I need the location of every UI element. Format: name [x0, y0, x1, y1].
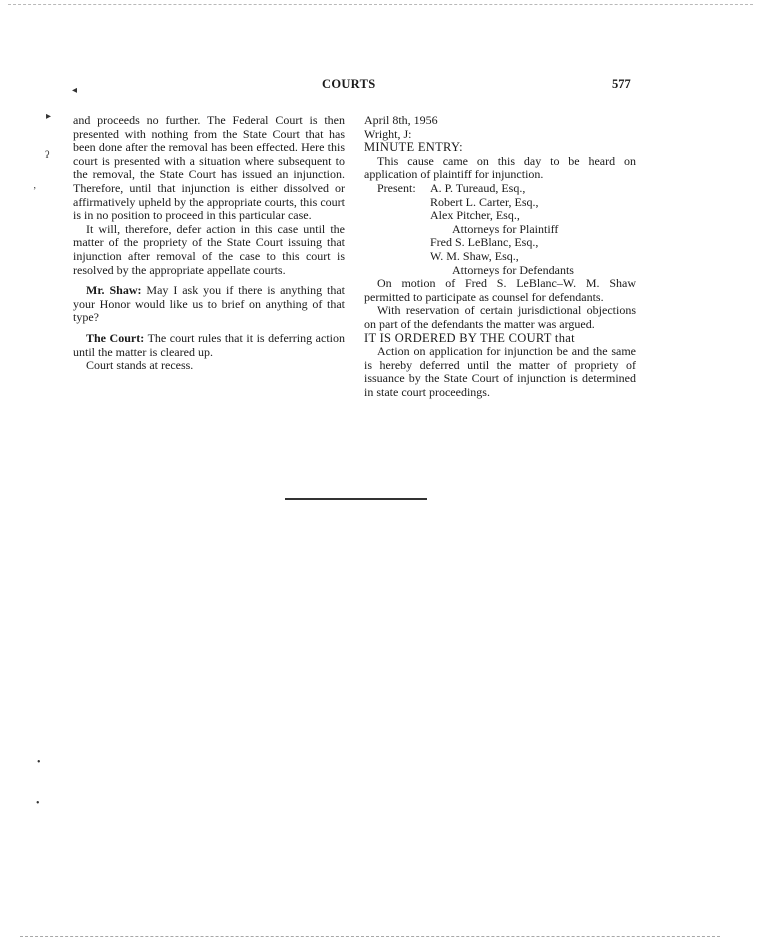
motion-paragraph: On motion of Fred S. LeBlanc–W. M. Shaw permitted to participate as counsel for defendants.	[364, 276, 636, 304]
entry-date: April 8th, 1956	[364, 113, 438, 127]
closing-line: Court stands at recess.	[86, 358, 194, 373]
scan-speck: ▸	[46, 111, 52, 122]
scan-speck: ʔ	[45, 150, 50, 161]
plaintiff-role: Attorneys for Plaintiff	[452, 221, 559, 236]
speaker-exchange	[73, 332, 345, 359]
scan-speck: ◂	[72, 85, 78, 96]
scan-speck: ʼ	[33, 186, 37, 197]
body-paragraph: It will, therefore, defer action in this case until the matter of the propriety of the State Court issuing that injunction after removal of the case to this court is resolved by the appropriate appellate courts.	[73, 221, 345, 277]
attorney-name: Fred S. LeBlanc, Esq.,	[430, 235, 539, 250]
speaker-text: The court rules that it is deferring action until the matter is cleared up.	[73, 330, 345, 359]
entry-intro: This cause came on this day to be heard on application of plaintiff for injunction.	[364, 153, 636, 182]
attorney-name: Alex Pitcher, Esq.,	[430, 208, 520, 223]
speaker-exchange	[73, 284, 345, 325]
right-column	[364, 114, 636, 399]
attorney-name: Robert L. Carter, Esq.,	[430, 194, 539, 209]
attorney-name: A. P. Tureaud, Esq.,	[430, 180, 526, 195]
ordered-heading: IT IS ORDERED BY THE COURT that	[364, 330, 575, 345]
defendant-role: Attorneys for Defendants	[452, 262, 574, 277]
attorneys-present	[377, 182, 636, 277]
present-label: Present:	[377, 180, 416, 195]
page-number: 577	[612, 77, 631, 91]
header-title: COURTS	[322, 77, 376, 91]
running-head	[0, 77, 763, 95]
speaker-name: Mr. Shaw:	[86, 283, 142, 298]
scan-top-border	[8, 4, 753, 5]
speaker-text: May I ask you if there is anything that your Honor would like us to brief on anything of that type?	[73, 283, 346, 325]
scan-speck: •	[37, 757, 41, 768]
attorney-name: W. M. Shaw, Esq.,	[430, 248, 519, 263]
body-paragraph: and proceeds no further. The Federal Court is then presented with nothing from the State Court that has been done after the removal has been effected. Here this court is presented with a situation where subsequent to the removal, the State Court has issued an injunction. Therefore, until that injunction is either dissolved or affirmatively upheld by the appropriate courts, this court is in no position to proceed in this particular case.	[73, 113, 345, 223]
speaker-name: The Court:	[86, 330, 145, 345]
order-paragraph: Action on application for injunction be and the same is hereby deferred until the matter of propriety of issuance by the State Court of injunction is determined in state court proceedings.	[364, 344, 636, 399]
reservation-paragraph: With reservation of certain jurisdictional objections on part of the defendants the matter was argued.	[364, 303, 636, 331]
scan-bottom-border	[20, 936, 720, 937]
scan-speck: •	[36, 798, 40, 809]
end-of-section-rule	[285, 498, 427, 500]
left-column	[73, 114, 345, 373]
minute-entry-heading: MINUTE ENTRY:	[364, 140, 463, 155]
judge-name: Wright, J:	[364, 126, 412, 141]
